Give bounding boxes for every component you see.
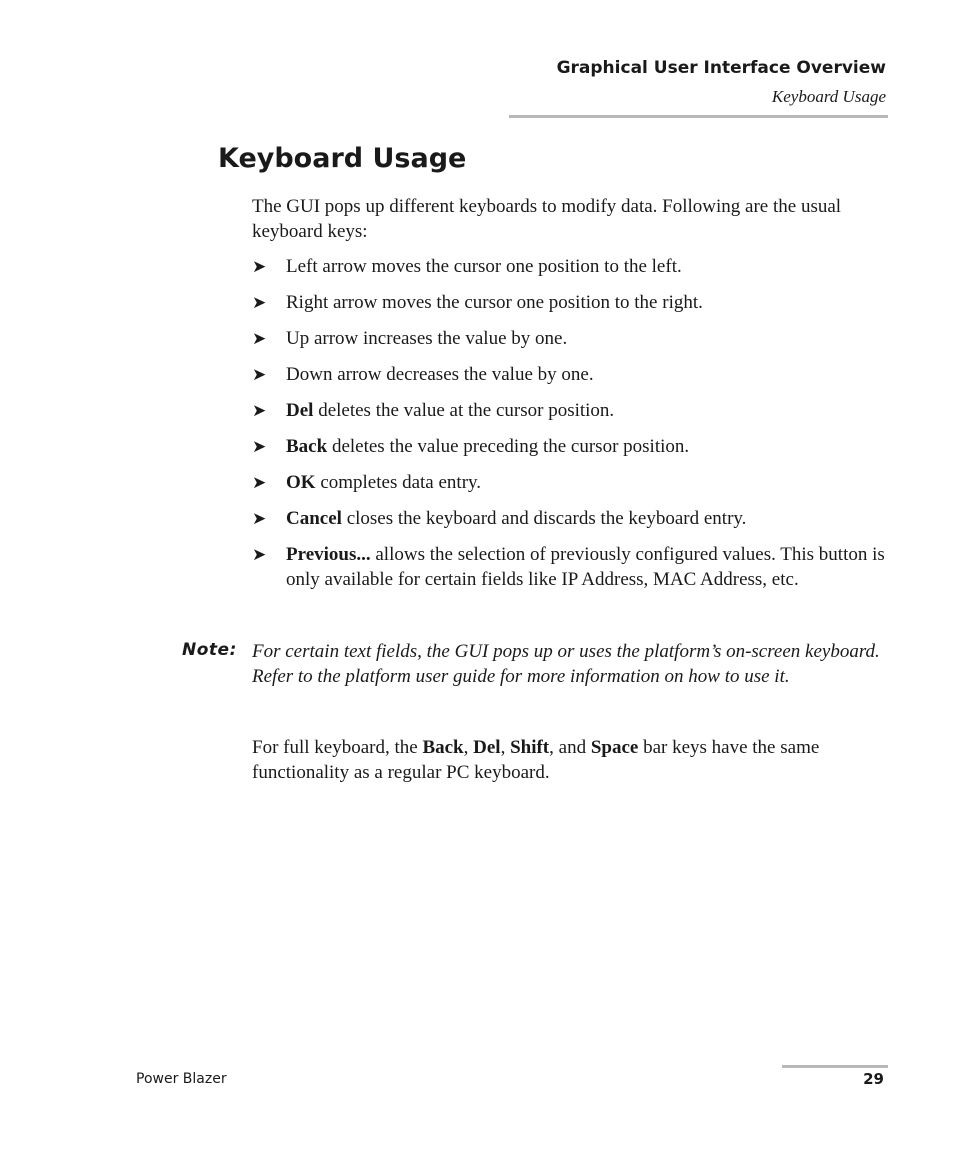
page-title: Keyboard Usage — [218, 143, 467, 174]
list-item — [252, 363, 888, 388]
list-item-text: closes the keyboard and discards the keyboard entry. — [341, 508, 747, 529]
right-arrowhead-icon: ➤ — [252, 401, 267, 421]
list-item — [252, 255, 888, 280]
list-item-text: Right arrow moves the cursor one position to the right. — [286, 292, 703, 313]
keyboard-keys-list — [252, 255, 888, 604]
list-item-text: Left arrow moves the cursor one position to the left. — [286, 256, 682, 277]
list-item — [252, 399, 888, 424]
list-item — [252, 435, 888, 460]
paragraph-text: , and — [549, 737, 591, 758]
page-number: 29 — [863, 1070, 884, 1088]
header-section-title: Keyboard Usage — [771, 87, 886, 106]
list-item-text: deletes the value at the cursor position. — [313, 400, 615, 421]
header-divider — [509, 115, 888, 118]
right-arrowhead-icon: ➤ — [252, 545, 267, 565]
list-item-text: completes data entry. — [315, 472, 482, 493]
key-name: Back — [422, 737, 464, 758]
right-arrowhead-icon: ➤ — [252, 257, 267, 277]
list-item-key: Cancel — [286, 508, 342, 529]
list-item — [252, 471, 888, 496]
key-name: Del — [473, 737, 501, 758]
right-arrowhead-icon: ➤ — [252, 365, 267, 385]
right-arrowhead-icon: ➤ — [252, 437, 267, 457]
paragraph-text: bar keys have the same functionality as a regular PC keyboard. — [252, 737, 820, 783]
list-item-key: OK — [286, 472, 316, 493]
list-item — [252, 327, 888, 352]
list-item — [252, 543, 888, 592]
list-item-text: Up arrow increases the value by one. — [286, 328, 568, 349]
footer-product-name: Power Blazer — [136, 1071, 227, 1087]
paragraph-text: , — [463, 737, 474, 758]
right-arrowhead-icon: ➤ — [252, 509, 267, 529]
right-arrowhead-icon: ➤ — [252, 293, 267, 313]
key-name: Space — [590, 737, 639, 758]
full-keyboard-paragraph — [252, 736, 888, 785]
right-arrowhead-icon: ➤ — [252, 473, 267, 493]
key-name: Shift — [510, 737, 550, 758]
list-item-key: Back — [286, 436, 328, 457]
list-item-text: Down arrow decreases the value by one. — [286, 364, 594, 385]
list-item — [252, 507, 888, 532]
list-item-key: Previous... — [286, 544, 371, 565]
paragraph-text: , — [500, 737, 511, 758]
intro-paragraph: The GUI pops up different keyboards to modify data. Following are the usual keyboard keys: — [252, 196, 842, 242]
note-label: Note: — [182, 640, 237, 660]
right-arrowhead-icon: ➤ — [252, 329, 267, 349]
list-item-key: Del — [286, 400, 314, 421]
list-item — [252, 291, 888, 316]
note-text: For certain text fields, the GUI pops up or uses the platform’s on-screen keyboard. Refer to the platform user guide for more information on how to use it. — [252, 641, 880, 687]
header-chapter-title: Graphical User Interface Overview — [556, 58, 886, 78]
list-item-text: allows the selection of previously configured values. This button is only available for certain fields like IP Address, MAC Address, etc. — [286, 544, 885, 590]
list-item-text: deletes the value preceding the cursor position. — [327, 436, 690, 457]
footer-divider — [782, 1065, 888, 1068]
paragraph-text: For full keyboard, the — [252, 737, 423, 758]
